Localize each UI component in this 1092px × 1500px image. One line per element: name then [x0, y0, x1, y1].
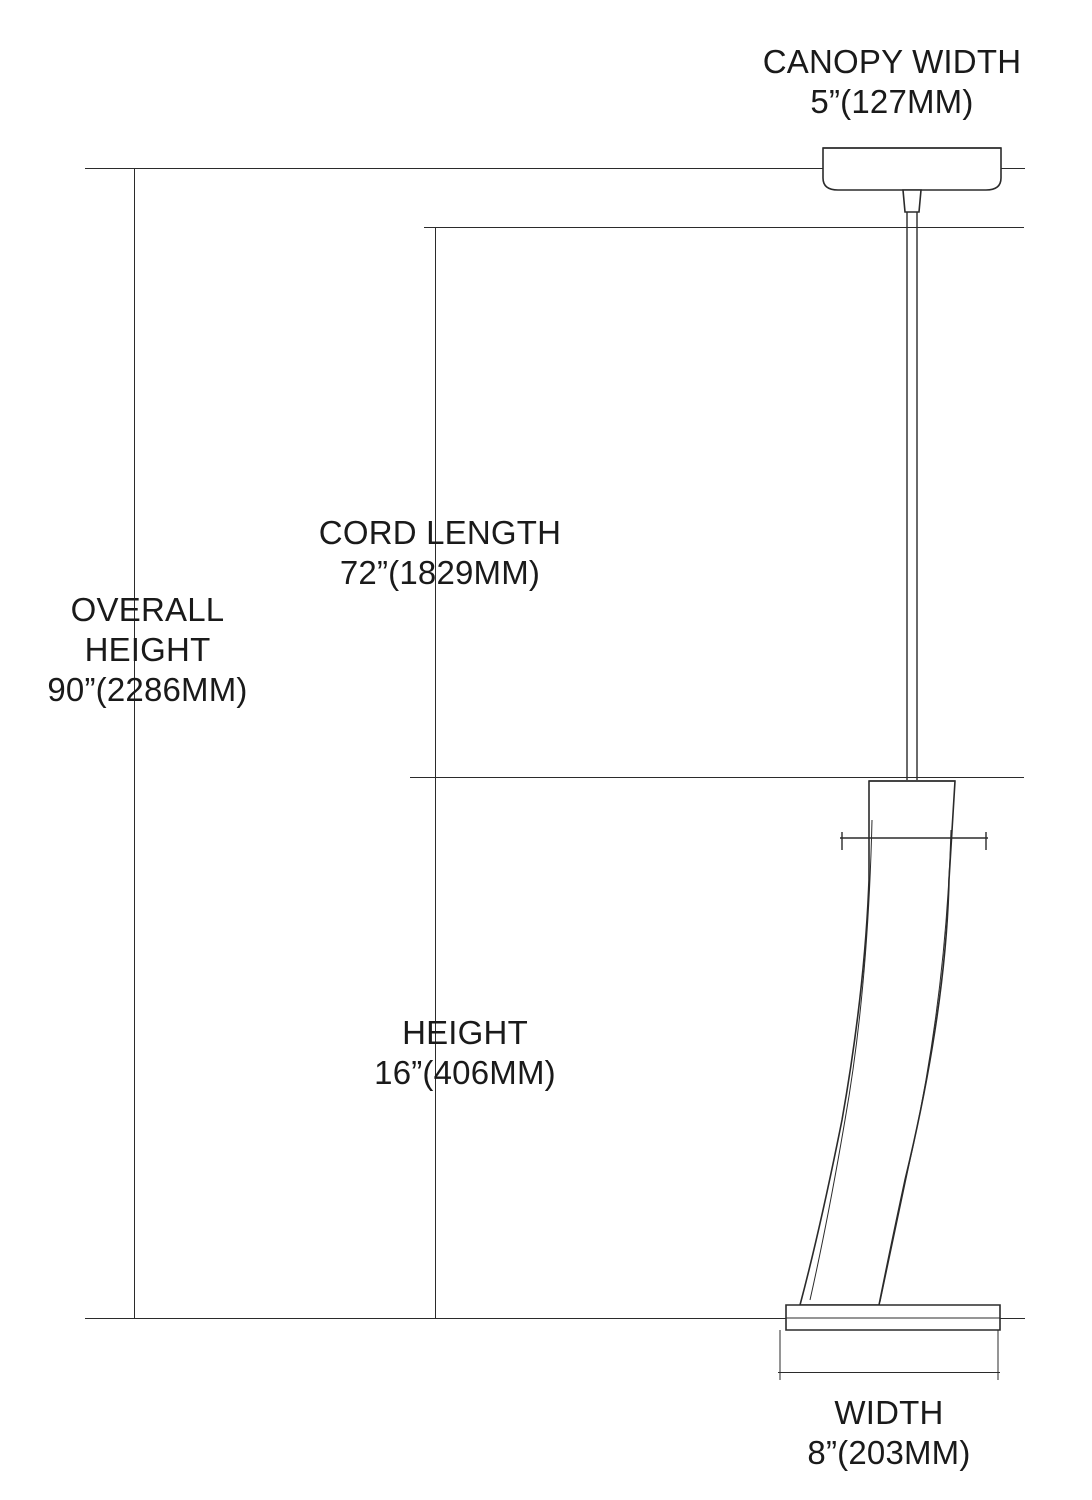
overall-height-value: 90”(2286MM) — [47, 671, 248, 708]
cord-length-dimension-line — [435, 227, 436, 777]
overall-height-name-line2: HEIGHT — [84, 631, 211, 668]
width-label — [719, 1393, 1059, 1473]
cord-length-top-extension — [424, 227, 1024, 228]
overall-height-label — [10, 590, 285, 710]
height-value: 16”(406MM) — [374, 1054, 556, 1091]
width-dimension-line — [778, 1372, 1000, 1373]
height-name: HEIGHT — [402, 1014, 528, 1051]
cord-length-name: CORD LENGTH — [318, 514, 562, 551]
width-value: 8”(203MM) — [807, 1434, 971, 1471]
overall-height-bottom-extension — [85, 1318, 1025, 1319]
height-label — [295, 1013, 635, 1093]
canopy-width-name: CANOPY WIDTH — [762, 43, 1022, 80]
cord-length-value: 72”(1829MM) — [339, 554, 541, 591]
overall-height-dimension-line — [134, 168, 135, 1319]
overall-height-top-extension — [85, 168, 1025, 169]
cord-length-bottom-extension — [410, 777, 1024, 778]
canopy-width-value: 5”(127MM) — [810, 83, 974, 120]
overall-height-name-line1: OVERALL — [70, 591, 225, 628]
canopy-width-label — [712, 42, 1072, 122]
cord-length-label — [245, 513, 635, 593]
width-name: WIDTH — [834, 1394, 944, 1431]
